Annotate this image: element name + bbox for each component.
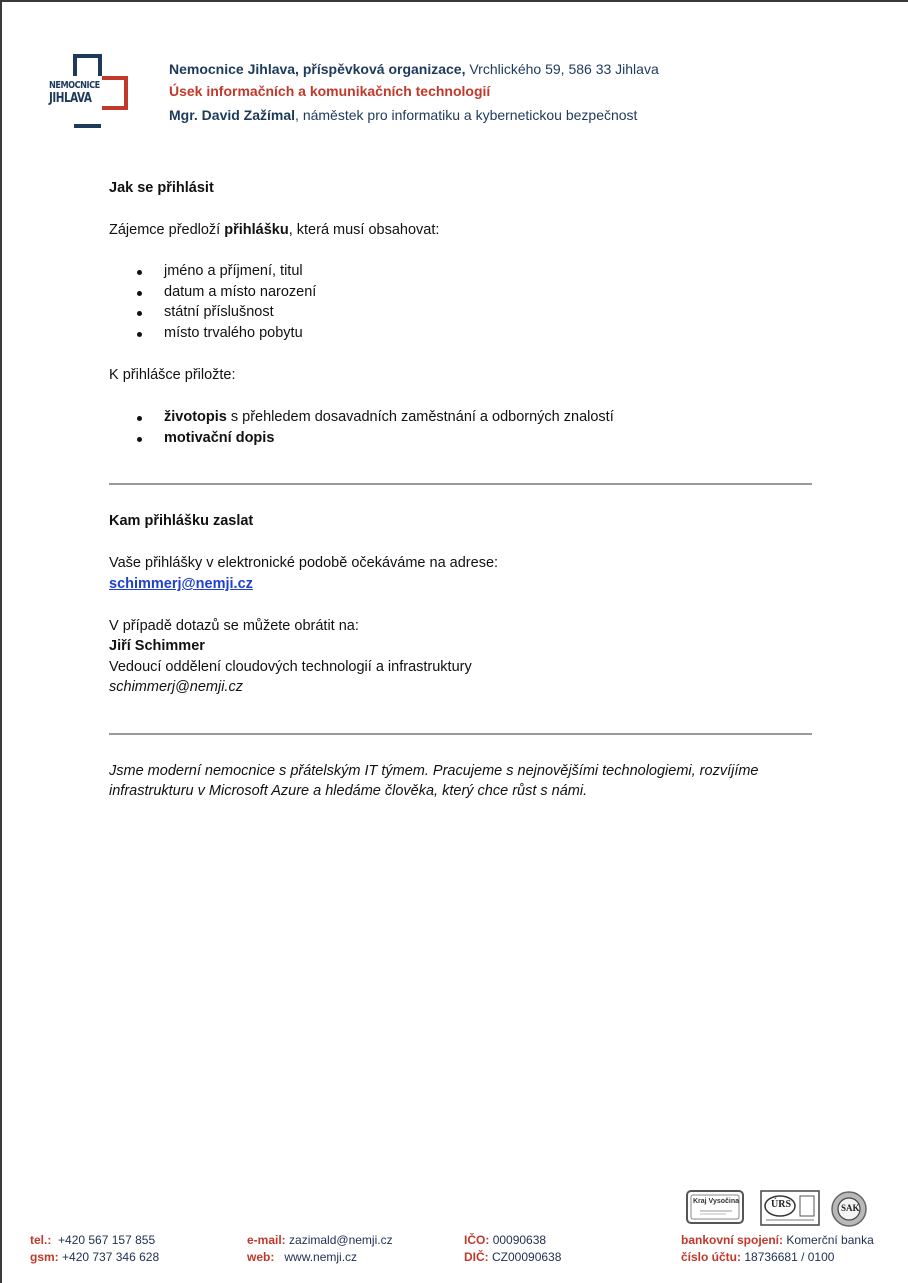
header-person-role: , náměstek pro informatiku a kybernetickou bezpečnost (295, 107, 638, 123)
bullet-icon (137, 270, 142, 275)
footer-web-value: www.nemji.cz (284, 1250, 358, 1264)
footer-web-label: web: (247, 1250, 275, 1264)
header-org-name: Nemocnice Jihlava, příspěvková organizace, (169, 61, 466, 77)
footer-email-value: zazimald@nemji.cz (289, 1233, 393, 1247)
bullet-icon (137, 437, 142, 442)
kraj-vysocina-badge-icon (686, 1190, 744, 1224)
footer-bank-label: bankovní spojení: (681, 1233, 784, 1247)
logo-text-line2: JIHLAVA (49, 91, 92, 106)
footer-tel-value: +420 567 157 855 (58, 1233, 156, 1247)
closing-line: Jsme moderní nemocnice s přátelským IT týmem. Pracujeme s nejnovějšími technologiemi, rozvíjíme (109, 763, 759, 779)
divider (109, 733, 812, 735)
footer-bank-value: Komerční banka (786, 1233, 874, 1247)
list-item: jméno a příjmení, titul (164, 263, 303, 279)
footer-web (247, 1250, 357, 1264)
apply-intro-bold: přihlášku (224, 222, 289, 238)
bullet-icon (137, 416, 142, 421)
footer-account-value: 18736681 / 0100 (744, 1250, 835, 1264)
contact-name: Jiří Schimmer (109, 638, 205, 654)
contact-email: schimmerj@nemji.cz (109, 679, 243, 695)
logo-shape (98, 54, 102, 76)
bullet-icon (137, 332, 142, 337)
header-org-line (169, 61, 659, 77)
logo-shape (73, 54, 77, 76)
attach-item-text: s přehledem dosavadních zaměstnání a odborných znalostí (226, 409, 614, 425)
sak-label: SAK (841, 1203, 860, 1213)
urs-label: ÚRS (771, 1199, 792, 1210)
section-heading-send: Kam přihlášku zaslat (109, 513, 254, 529)
footer-dic-value: CZ00090638 (492, 1250, 562, 1264)
footer-ico-value: 00090638 (492, 1233, 547, 1247)
header-address: Vrchlického 59, 586 33 Jihlava (469, 61, 659, 77)
footer-email (247, 1233, 393, 1247)
page-border-left (0, 0, 2, 1283)
footer-dic (464, 1250, 561, 1264)
contact-intro: V případě dotazů se můžete obrátit na: (109, 618, 359, 634)
page-border-top (0, 0, 908, 2)
list-item: státní příslušnost (164, 304, 274, 320)
footer-email-label: e-mail: (247, 1233, 286, 1247)
logo-shape (74, 124, 101, 128)
urs-certificate (760, 1190, 820, 1226)
footer-gsm-value: +420 737 346 628 (62, 1250, 160, 1264)
footer-gsm-label: gsm: (30, 1250, 59, 1264)
header-person-line (169, 107, 637, 123)
header-person-name: Mgr. David Zažímal (169, 107, 296, 123)
footer-account-label: číslo účtu: (681, 1250, 742, 1264)
header-department: Úsek informačních a komunikačních technologií (169, 83, 491, 99)
send-text: Vaše přihlášky v elektronické podobě očekáváme na adrese: (109, 555, 499, 571)
bullet-icon (137, 311, 142, 316)
attach-item-bold: motivační dopis (164, 430, 275, 446)
kraj-vysocina-label: Kraj Vysočina (693, 1198, 740, 1205)
section-heading-apply: Jak se přihlásit (109, 180, 214, 196)
divider (109, 483, 812, 485)
footer-tel-label: tel.: (30, 1233, 52, 1247)
kraj-vysocina-certificate (686, 1190, 744, 1224)
logo-shape (102, 76, 128, 110)
list-item: místo trvalého pobytu (164, 325, 303, 341)
attach-item-bold: životopis (164, 409, 227, 425)
attach-item (164, 409, 614, 425)
apply-intro-text: Zájemce předloží (109, 222, 225, 238)
footer-account (681, 1250, 834, 1264)
footer-ico (464, 1233, 546, 1247)
contact-role: Vedoucí oddělení cloudových technologií a infrastruktury (109, 659, 472, 675)
bullet-icon (137, 291, 142, 296)
closing-line: infrastrukturu v Microsoft Azure a hledáme člověka, který chce růst s námi. (109, 783, 588, 799)
apply-intro (109, 222, 439, 238)
logo-text-line1: NEMOCNICE (49, 80, 100, 91)
sak-certificate (830, 1190, 868, 1228)
footer-ico-label: IČO: (464, 1233, 490, 1247)
list-item: datum a místo narození (164, 284, 317, 300)
apply-intro-text: , která musí obsahovat: (288, 222, 440, 238)
hospital-logo (46, 52, 130, 130)
attach-item (164, 430, 274, 446)
email-link[interactable]: schimmerj@nemji.cz (109, 576, 253, 592)
footer-bank (681, 1233, 874, 1247)
footer-tel (30, 1233, 155, 1247)
attach-intro: K přihlášce přiložte: (109, 367, 236, 383)
footer-dic-label: DIČ: (464, 1250, 489, 1264)
footer-gsm (30, 1250, 159, 1264)
